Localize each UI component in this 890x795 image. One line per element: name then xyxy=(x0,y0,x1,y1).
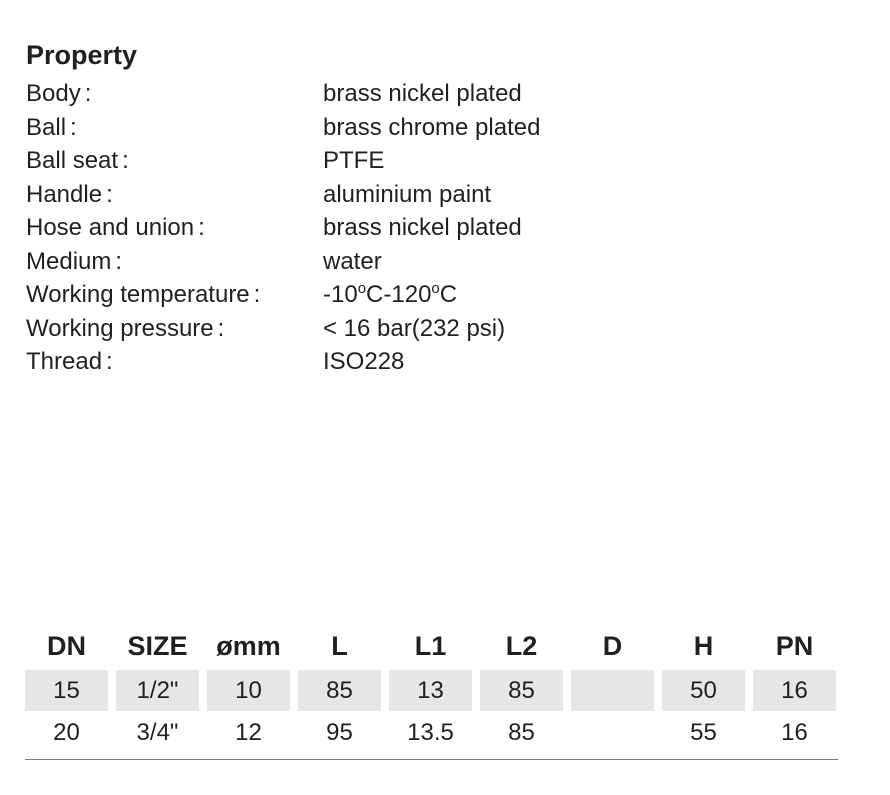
table-header-l2: L2 xyxy=(505,631,538,661)
property-label: Body : xyxy=(26,80,92,107)
property-value: water xyxy=(323,247,382,275)
property-value: aluminium paint xyxy=(323,180,492,208)
table-cell: 12 xyxy=(235,719,262,746)
table-cell: 13 xyxy=(389,670,472,711)
table-bottom-rule xyxy=(25,759,838,760)
table-cell: 16 xyxy=(781,719,808,746)
table-header-pn: PN xyxy=(775,631,814,661)
property-label: Medium : xyxy=(26,247,123,275)
property-value: brass chrome plated xyxy=(323,113,541,141)
property-value: brass nickel plated xyxy=(323,80,522,107)
table-cell: 10 xyxy=(207,670,290,711)
table-cell: 95 xyxy=(326,719,353,746)
table-header-d: D xyxy=(602,631,623,661)
table-cell xyxy=(571,712,654,753)
table-header-l: L xyxy=(331,631,348,661)
property-label: Ball seat : xyxy=(26,147,129,174)
property-value-temperature: -10$^o$C-120$^o$C xyxy=(323,280,458,308)
section-title: Property xyxy=(26,40,138,70)
table-header-l1: L1 xyxy=(414,631,447,661)
table-row xyxy=(25,712,838,754)
table-cell: 1/2" xyxy=(116,670,199,711)
property-label: Working pressure : xyxy=(26,314,225,342)
table-header-dn: DN xyxy=(47,631,86,661)
table-cell: 85 xyxy=(480,670,563,711)
table-header-diameter: ømm xyxy=(216,631,281,661)
property-label: Ball : xyxy=(26,113,77,141)
property-label: Working temperature : xyxy=(26,281,261,308)
table-cell xyxy=(571,670,654,711)
property-value: brass nickel plated xyxy=(323,214,522,241)
table-cell: 85 xyxy=(508,719,535,746)
table-header-h: H xyxy=(693,631,714,661)
dimension-table xyxy=(25,624,838,754)
table-cell: 15 xyxy=(25,670,108,711)
table-cell: 13.5 xyxy=(407,719,454,746)
property-value: ISO228 xyxy=(323,348,405,375)
table-cell: 85 xyxy=(298,670,381,711)
property-value: < 16 bar(232 psi) xyxy=(323,314,506,342)
property-label: Handle : xyxy=(26,180,113,208)
property-label: Thread : xyxy=(26,348,113,375)
table-cell: 16 xyxy=(753,670,836,711)
table-header-row xyxy=(25,624,838,670)
table-cell: 55 xyxy=(690,719,717,746)
property-value: PTFE xyxy=(323,147,385,174)
property-label: Hose and union : xyxy=(26,214,205,241)
table-row xyxy=(25,670,838,712)
table-cell: 20 xyxy=(53,719,80,746)
table-cell: 3/4" xyxy=(136,719,179,746)
table-cell: 50 xyxy=(662,670,745,711)
table-header-size: SIZE xyxy=(127,631,188,661)
